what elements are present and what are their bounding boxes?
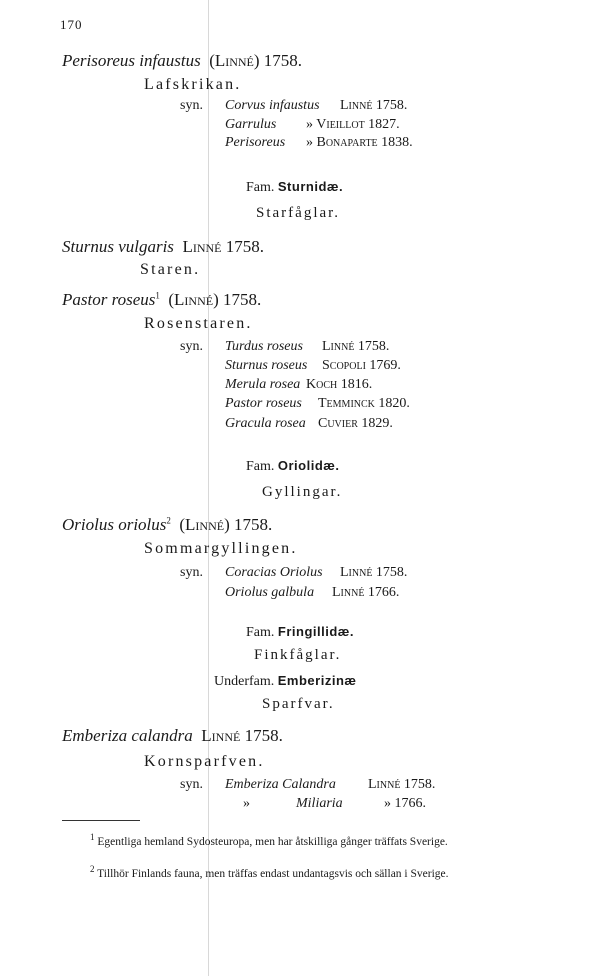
synonym-name: Merula rosea <box>225 377 301 392</box>
synonym-label: syn. <box>180 565 203 580</box>
species-heading <box>62 238 264 255</box>
synonym-name: Emberiza Calandra <box>225 777 336 792</box>
footnote-text: Tillhör Finlands fauna, men träffas endast undantagsvis och sällan i Sverige. <box>97 868 449 880</box>
synonym-label: syn. <box>180 339 203 354</box>
page-number: 170 <box>60 17 83 32</box>
synonym-author: Linné 1758. <box>322 339 390 354</box>
synonym-name: Coracias Oriolus <box>225 565 323 580</box>
species-author: Linné 1758. <box>201 726 283 745</box>
species-heading <box>62 291 261 308</box>
species-heading <box>62 516 272 533</box>
synonym-author: Linné 1758. <box>340 98 408 113</box>
family-heading: Fam. Fringillidæ. <box>246 624 354 640</box>
species-author: Linné 1758. <box>182 237 264 256</box>
subfamily-heading: Underfam. Emberizinæ <box>214 673 357 689</box>
footnote-ref: 2 <box>166 515 171 526</box>
synonym-author: » Vieillot 1827. <box>306 117 400 132</box>
species-heading <box>62 727 283 744</box>
synonym-author: Cuvier 1829. <box>318 416 393 431</box>
species-common-name: Rosenstaren. <box>144 315 253 332</box>
species-binomial: Oriolus oriolus <box>62 515 167 534</box>
synonym-author: » 1766. <box>384 796 426 811</box>
synonym-author: Scopoli 1769. <box>322 358 401 373</box>
species-binomial: Sturnus vulgaris <box>62 237 174 256</box>
synonym-name: Corvus infaustus <box>225 98 320 113</box>
species-author: (Linné) 1758. <box>179 515 273 534</box>
synonym-ditto-mark: » <box>243 796 250 811</box>
species-binomial: Perisoreus infaustus <box>62 51 201 70</box>
synonym-name: Miliaria <box>296 796 343 811</box>
synonym-author: Temminck 1820. <box>318 396 410 411</box>
page-fold-line <box>208 0 209 976</box>
family-swedish-name: Gyllingar. <box>262 484 343 500</box>
species-common-name: Staren. <box>140 261 201 278</box>
footnote <box>62 866 562 883</box>
synonym-author: Linné 1766. <box>332 585 400 600</box>
synonym-name: Pastor roseus <box>225 396 302 411</box>
species-author: (Linné) 1758. <box>209 51 303 70</box>
subfamily-name: Emberizinæ <box>277 673 357 688</box>
footnote-mark: 2 <box>90 864 95 875</box>
species-heading <box>62 52 302 69</box>
family-heading: Fam. Sturnidæ. <box>246 179 344 195</box>
family-heading: Fam. Oriolidæ. <box>246 458 340 474</box>
synonym-author: Linné 1758. <box>368 777 436 792</box>
species-common-name: Lafskrikan. <box>144 76 242 93</box>
footnote-mark: 1 <box>90 832 95 843</box>
family-name: Sturnidæ. <box>277 179 344 194</box>
synonym-name: Garrulus <box>225 117 277 132</box>
synonym-author: Koch 1816. <box>306 377 373 392</box>
footnote-text: Egentliga hemland Sydosteuropa, men har åtskilliga gånger träffats Sverige. <box>97 836 448 848</box>
footnote <box>62 834 562 851</box>
footnote-rule <box>62 820 140 821</box>
species-common-name: Kornsparfven. <box>144 753 265 770</box>
family-name: Oriolidæ. <box>277 458 340 473</box>
synonym-author: Linné 1758. <box>340 565 408 580</box>
family-name: Fringillidæ. <box>277 624 354 639</box>
synonym-label: syn. <box>180 777 203 792</box>
species-binomial: Emberiza calandra <box>62 726 193 745</box>
family-swedish-name: Starfåglar. <box>256 205 341 221</box>
species-binomial: Pastor roseus <box>62 290 156 309</box>
species-common-name: Sommargyllingen. <box>144 540 298 557</box>
synonym-name: Turdus roseus <box>225 339 303 354</box>
synonym-name: Oriolus galbula <box>225 585 315 600</box>
synonym-name: Sturnus roseus <box>225 358 308 373</box>
synonym-name: Gracula rosea <box>225 416 306 431</box>
synonym-author: » Bonaparte 1838. <box>306 135 413 150</box>
subfamily-swedish-name: Sparfvar. <box>262 696 335 712</box>
synonym-label: syn. <box>180 98 203 113</box>
synonym-name: Perisoreus <box>225 135 286 150</box>
footnote-ref: 1 <box>155 290 160 301</box>
species-author: (Linné) 1758. <box>168 290 262 309</box>
family-swedish-name: Finkfåglar. <box>254 647 342 663</box>
